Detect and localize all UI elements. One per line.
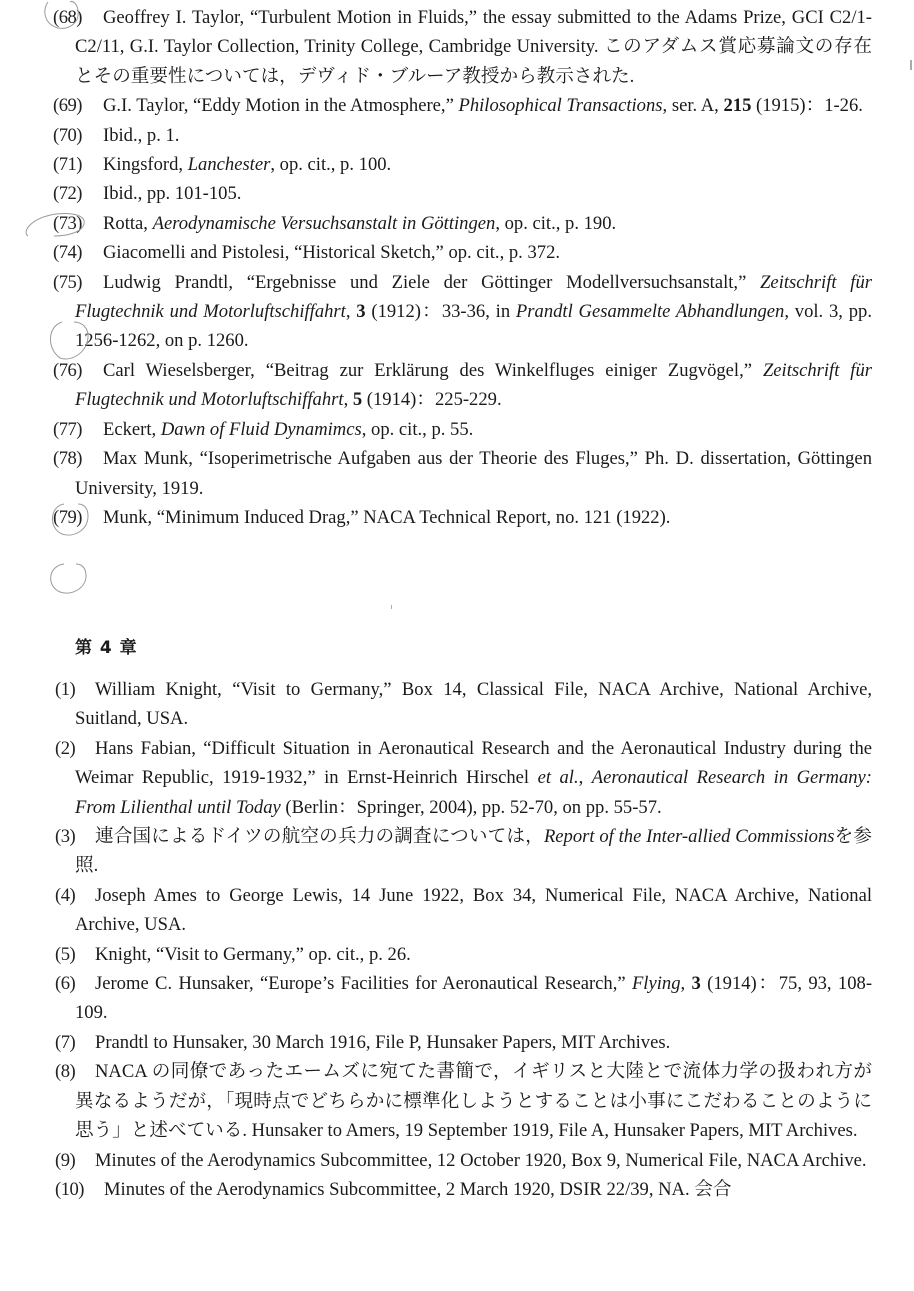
endnote-number: (8) bbox=[55, 1061, 76, 1083]
text-segment: Geoffrey I. Taylor, “Turbulent Motion in Fluids,” the essay submitted to the Adams Prize, GCI C2/1-C2/11, G.I. Taylor Collection, Trinity College, Cambridge University. このアダムス賞応募論文の存在とその重要性については，デヴィド・ブルーア教授から教示された. bbox=[75, 7, 872, 87]
endnote bbox=[0, 1146, 914, 1175]
endnote-number: (75) bbox=[53, 271, 82, 293]
endnote-number: (69) bbox=[53, 95, 82, 117]
endnote-number: (77) bbox=[53, 418, 82, 440]
endnote bbox=[0, 356, 914, 415]
endnote bbox=[0, 1057, 914, 1145]
endnote-number: (78) bbox=[53, 448, 82, 470]
text-segment: Munk, “Minimum Induced Drag,” NACA Technical Report, no. 121 (1922). bbox=[103, 506, 671, 528]
endnote bbox=[0, 121, 914, 150]
endnote-number: (2) bbox=[55, 737, 76, 759]
text-segment: (1912)：33-36, in bbox=[365, 301, 516, 323]
endnote bbox=[0, 415, 914, 444]
text-segment: Eckert, bbox=[103, 418, 161, 440]
endnote-number: (76) bbox=[53, 359, 82, 381]
endnote-number: (71) bbox=[53, 154, 82, 176]
endnote-number: (4) bbox=[55, 884, 76, 906]
text-segment: (1914)：225-229. bbox=[362, 389, 502, 411]
endnote-text bbox=[103, 95, 863, 116]
endnote-text bbox=[75, 7, 872, 87]
endnote-text bbox=[95, 1150, 867, 1171]
endnote bbox=[0, 3, 914, 91]
text-segment: , op. cit., p. 190. bbox=[495, 212, 617, 234]
italic-title: et al. bbox=[537, 767, 579, 789]
endnote bbox=[0, 734, 914, 822]
italic-title: Zeitschrift für Flugtechnik und Motorluftschiffahrt bbox=[75, 359, 873, 411]
text-segment: , op. cit., p. 55. bbox=[361, 418, 474, 440]
text-segment: Carl Wieselsberger, “Beitrag zur Erklärung des Winkelfluges einiger Zugvögel,” bbox=[103, 359, 763, 381]
endnote-number: (7) bbox=[55, 1031, 76, 1053]
text-segment: Hans Fabian, “Difficult Situation in Aeronautical Research and the Aeronautical Industry during the Weimar Republic, 1919-1932,” in Ernst-Heinrich Hirschel bbox=[75, 737, 872, 789]
italic-title: Dawn of Fluid Dynamimcs bbox=[160, 418, 362, 440]
endnote-text bbox=[103, 419, 473, 440]
volume-number: 5 bbox=[352, 389, 363, 411]
text-segment: Ludwig Prandtl, “Ergebnisse und Ziele der Göttinger Modellversuchsanstalt,” bbox=[103, 271, 761, 293]
endnote-number: (10) bbox=[55, 1178, 84, 1200]
endnote-number: (9) bbox=[55, 1149, 76, 1171]
italic-title: Aeronautical Research in Germany: From Lilienthal until Today bbox=[75, 767, 872, 818]
italic-title: Philosophical Transactions bbox=[458, 95, 663, 117]
endnote bbox=[0, 238, 914, 267]
endnote-text bbox=[95, 944, 411, 965]
volume-number: 3 bbox=[356, 301, 366, 323]
chapter-4-endnotes bbox=[0, 675, 914, 1204]
endnote-text bbox=[103, 242, 560, 263]
endnote bbox=[0, 1028, 914, 1057]
endnote-text bbox=[75, 1061, 872, 1141]
endnote-text bbox=[75, 272, 872, 352]
text-segment: Max Munk, “Isoperimetrische Aufgaben aus der Theorie des Fluges,” Ph. D. dissertation, Göttingen University, 1919. bbox=[75, 448, 872, 499]
stray-mark bbox=[910, 60, 912, 70]
endnote bbox=[0, 675, 914, 734]
stray-mark bbox=[391, 605, 392, 609]
italic-title: Prandtl Gesammelte Abhandlungen bbox=[515, 301, 785, 323]
text-segment: , bbox=[578, 767, 592, 789]
chapter-heading: 第 4 章 bbox=[75, 638, 138, 658]
endnote-number: (3) bbox=[55, 826, 76, 848]
text-segment: , vol. 3, pp. 1256-1262, on p. 1260. bbox=[75, 301, 872, 352]
endnote-number: (73) bbox=[53, 212, 82, 234]
endnote bbox=[0, 1175, 914, 1204]
endnote bbox=[0, 503, 914, 532]
volume-number: 3 bbox=[691, 973, 701, 995]
endnote-text bbox=[103, 213, 616, 234]
italic-title: Report of the Inter-allied Commissions bbox=[543, 826, 835, 848]
endnote bbox=[0, 444, 914, 503]
endnote-number: (72) bbox=[53, 183, 82, 205]
endnote-text bbox=[75, 885, 872, 935]
text-segment: (Berlin：Springer, 2004), pp. 52-70, on pp. 55-57. bbox=[280, 796, 662, 818]
endnote-text bbox=[75, 826, 872, 876]
chapter-3-endnotes bbox=[0, 3, 914, 532]
endnote bbox=[0, 969, 914, 1028]
text-segment: Ibid., p. 1. bbox=[103, 124, 180, 146]
endnote bbox=[0, 209, 914, 238]
text-segment: Minutes of the Aerodynamics Subcommittee, 12 October 1920, Box 9, Numerical File, NACA Archive. bbox=[95, 1149, 867, 1171]
volume-number: 215 bbox=[723, 95, 752, 117]
endnote bbox=[0, 179, 914, 208]
pencil-circle-icon bbox=[38, 560, 98, 596]
endnote-number: (79) bbox=[53, 506, 82, 528]
italic-title: Aerodynamische Versuchsanstalt in Göttingen bbox=[152, 212, 496, 234]
endnote-number: (1) bbox=[55, 679, 76, 700]
endnote bbox=[0, 91, 914, 120]
text-segment: Jerome C. Hunsaker, “Europe’s Facilities for Aeronautical Research,” bbox=[95, 973, 632, 995]
text-segment: Joseph Ames to George Lewis, 14 June 1922, Box 34, Numerical File, NACA Archive, National Archive, USA. bbox=[75, 884, 872, 936]
italic-title: Flying bbox=[631, 973, 681, 995]
endnote-text bbox=[75, 738, 872, 818]
text-segment: Kingsford, bbox=[103, 154, 188, 176]
text-segment: Minutes of the Aerodynamics Subcommittee, 2 March 1920, DSIR 22/39, NA. 会合 bbox=[104, 1178, 732, 1200]
endnote bbox=[0, 881, 914, 940]
endnote-text bbox=[104, 1179, 731, 1200]
endnote-number: (5) bbox=[55, 943, 76, 965]
endnote bbox=[0, 940, 914, 969]
endnote-text bbox=[103, 125, 179, 146]
text-segment: Rotta, bbox=[103, 212, 153, 234]
endnote-text bbox=[75, 679, 872, 729]
italic-title: Zeitschrift für Flugtechnik und Motorluftschiffahrt bbox=[75, 271, 872, 323]
endnote-text bbox=[103, 507, 670, 528]
text-segment: , ser. A, bbox=[662, 95, 724, 117]
text-segment: , bbox=[343, 389, 353, 411]
endnote-number: (74) bbox=[53, 242, 82, 264]
text-segment: Ibid., pp. 101-105. bbox=[103, 183, 242, 205]
endnote-number: (6) bbox=[55, 973, 76, 995]
endnote bbox=[0, 822, 914, 881]
endnote-text bbox=[95, 1032, 670, 1053]
text-segment: , bbox=[680, 973, 692, 995]
text-segment: , bbox=[345, 301, 357, 323]
text-segment: Prandtl to Hunsaker, 30 March 1916, File P, Hunsaker Papers, MIT Archives. bbox=[95, 1031, 671, 1053]
endnote-text bbox=[103, 154, 391, 175]
text-segment: (1915)：1-26. bbox=[751, 95, 863, 117]
endnote-text bbox=[75, 360, 872, 410]
text-segment: NACA の同僚であったエームズに宛てた書簡で，イギリスと大陸とで流体力学の扱われ方が異なるようだが，「現時点でどちらかに標準化しようとすることは小事にこだわることのように思う」と述べている. Hunsaker to Amers, 19 September 1919, File A, Hunsaker Papers, MIT Archives. bbox=[75, 1061, 872, 1142]
text-segment: 連合国によるドイツの航空の兵力の調査については， bbox=[95, 826, 544, 848]
text-segment: を参照. bbox=[75, 826, 873, 877]
text-segment: Giacomelli and Pistolesi, “Historical Sketch,” op. cit., p. 372. bbox=[103, 242, 561, 264]
endnote-number: (70) bbox=[53, 124, 82, 146]
endnote-text bbox=[75, 448, 872, 498]
italic-title: Lanchester bbox=[187, 154, 271, 176]
text-segment: William Knight, “Visit to Germany,” Box 14, Classical File, NACA Archive, National Archive, Suitland, USA. bbox=[75, 679, 872, 730]
text-segment: (1914)：75, 93, 108-109. bbox=[75, 973, 873, 1024]
text-segment: , op. cit., p. 100. bbox=[270, 154, 392, 176]
endnote-text bbox=[103, 183, 241, 204]
text-segment: G.I. Taylor, “Eddy Motion in the Atmosphere,” bbox=[103, 95, 459, 117]
endnote-number: (68) bbox=[53, 7, 82, 28]
text-segment: Knight, “Visit to Germany,” op. cit., p. 26. bbox=[95, 943, 411, 965]
endnote bbox=[0, 268, 914, 356]
endnote bbox=[0, 150, 914, 179]
endnote-text bbox=[75, 973, 872, 1023]
